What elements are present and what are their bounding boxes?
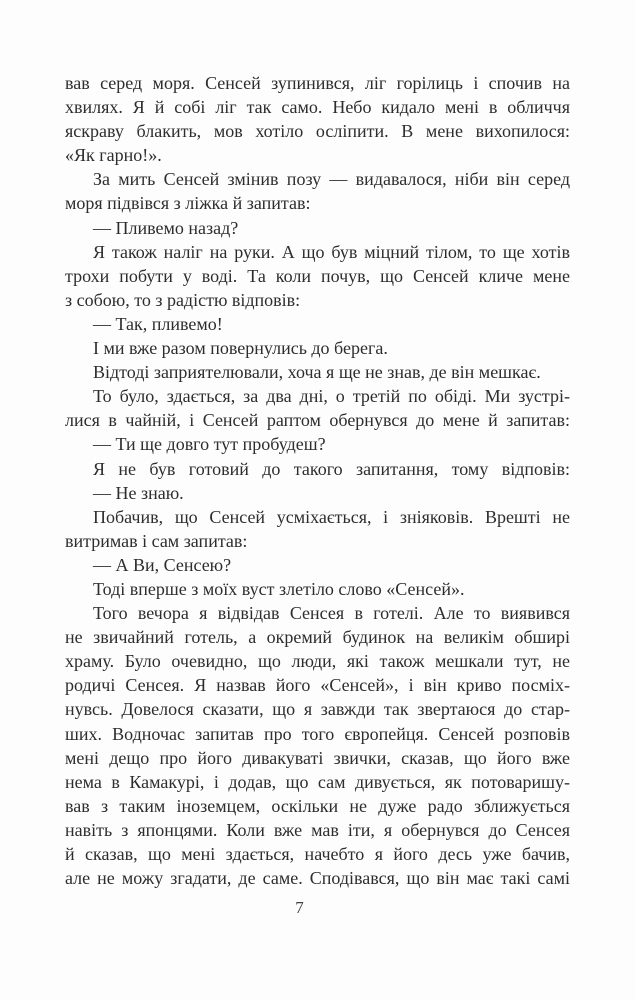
paragraph xyxy=(65,601,570,890)
text-line: — А Ви, Сенсею? xyxy=(93,554,232,575)
text-line: Того вечора я відвідав Сенсея в готелі. Але то виявився xyxy=(93,603,570,624)
text-line: хвилях. Я й собі ліг так само. Небо кидало мені в обличчя xyxy=(65,97,570,118)
dialogue-paragraph xyxy=(65,432,570,456)
dialogue-paragraph xyxy=(65,312,570,336)
text-line: нувсь. Довелося сказати, що я завжди так звертаюся до стар- xyxy=(65,699,570,720)
text-line: яскраву блакить, мов хотіло осліпити. В мене вихопилося: xyxy=(65,121,570,142)
text-line: навіть з японцями. Коли вже мав іти, я обернувся до Сенсея xyxy=(65,819,570,840)
text-line: родичі Сенсея. Я назвав його «Сенсей», і він криво посміх- xyxy=(65,675,570,696)
paragraph xyxy=(65,360,570,384)
paragraph xyxy=(65,577,570,601)
text-line: Я також наліг на руки. А що був міцний тілом, то ще хотів xyxy=(93,241,570,262)
text-line: витримав і сам запитав: xyxy=(65,530,248,551)
text-line: трохи побути у воді. Та коли почув, що Сенсей кличе мене xyxy=(65,265,570,286)
text-line: — Пливемо назад? xyxy=(93,217,239,238)
text-line: Я не був готовий до такого запитання, тому відповів: xyxy=(93,458,570,479)
paragraph xyxy=(65,336,570,360)
paragraph xyxy=(65,505,570,553)
paragraph xyxy=(65,71,570,167)
paragraph xyxy=(65,457,570,481)
text-line: То було, здається, за два дні, о третій по обіді. Ми зустрі- xyxy=(93,386,570,407)
text-line: храму. Було очевидно, що люди, які також мешкали тут, не xyxy=(65,651,570,672)
text-line: й сказав, що мені здається, начебто я його десь уже бачив, xyxy=(65,844,570,864)
paragraph xyxy=(65,384,570,432)
paragraph xyxy=(65,167,570,215)
paragraph xyxy=(65,240,570,312)
text-line: Побачив, що Сенсей усміхається, і зніяковів. Врешті не xyxy=(93,506,570,527)
text-line: моря підвівся з ліжка й запитав: xyxy=(65,193,311,214)
dialogue-paragraph xyxy=(65,481,570,505)
text-line: — Ти ще довго тут пробудеш? xyxy=(93,434,326,455)
text-line: За мить Сенсей змінив позу — видавалося, ніби він серед xyxy=(93,169,570,190)
text-line: вав серед моря. Сенсей зупинився, ліг горілиць і спочив на xyxy=(65,73,570,93)
text-line: І ми вже разом повернулись до берега. xyxy=(93,338,388,359)
text-line: вав з таким іноземцем, оскільки не дуже радо зближується xyxy=(65,795,570,816)
page-number: 7 xyxy=(295,898,304,917)
text-line: Відтоді заприятелювали, хоча я ще не знав, де він мешкає. xyxy=(93,362,541,383)
text-line: лися в чайній, і Сенсей раптом обернувся до мене й запитав: xyxy=(65,410,570,431)
text-line: з собою, то з радістю відповів: xyxy=(65,289,301,310)
page-text xyxy=(65,71,570,890)
text-line: Тоді вперше з моїх вуст злетіло слово «Сенсей». xyxy=(93,578,465,599)
text-line: — Так, пливемо! xyxy=(93,313,223,334)
text-line: «Як гарно!». xyxy=(65,145,162,166)
dialogue-paragraph xyxy=(65,216,570,240)
text-line: — Не знаю. xyxy=(93,482,184,503)
text-line: але не можу згадати, де саме. Сподівався, що він має такі самі xyxy=(65,868,570,889)
text-line: нема в Камакурі, і додав, що сам дивується, як потоваришу- xyxy=(65,771,570,792)
text-line: не звичайний готель, а окремий будинок на великім обширі xyxy=(65,627,570,648)
text-line: мені дещо про його дивакуваті звички, сказав, що його вже xyxy=(65,747,570,768)
dialogue-paragraph xyxy=(65,553,570,577)
text-line: ших. Водночас запитав про того європейця. Сенсей розповів xyxy=(65,723,570,744)
